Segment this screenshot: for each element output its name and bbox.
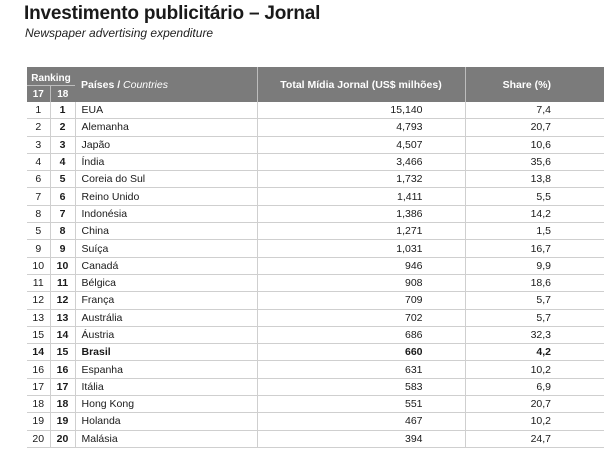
total-cell: 660	[257, 344, 465, 361]
country-cell: Brasil	[75, 344, 257, 361]
total-cell: 583	[257, 378, 465, 395]
total-cell: 4,507	[257, 136, 465, 153]
share-cell: 6,9	[465, 378, 604, 395]
table-row	[27, 413, 604, 430]
country-cell: Itália	[75, 378, 257, 395]
share-cell: 13,8	[465, 171, 604, 188]
total-cell: 631	[257, 361, 465, 378]
rank-2018-cell: 8	[50, 223, 75, 240]
country-cell: França	[75, 292, 257, 309]
page-subtitle: Newspaper advertising expenditure	[25, 26, 214, 40]
rank-2018-cell: 6	[50, 188, 75, 205]
rank-2018-cell: 2	[50, 119, 75, 136]
country-cell: Holanda	[75, 413, 257, 430]
rank-2018-cell: 18	[50, 396, 75, 413]
rank-2017-cell: 11	[27, 274, 50, 291]
rank-2018-cell: 11	[50, 274, 75, 291]
country-cell: Suíça	[75, 240, 257, 257]
rank-2017-cell: 8	[27, 205, 50, 222]
country-cell: Malásia	[75, 430, 257, 447]
share-cell: 20,7	[465, 396, 604, 413]
ranking-header: Ranking	[27, 67, 75, 86]
share-cell: 10,2	[465, 413, 604, 430]
share-cell: 32,3	[465, 326, 604, 343]
rank-2017-cell: 1	[27, 102, 50, 119]
rank-2017-cell: 2	[27, 119, 50, 136]
year-17-header: 17	[27, 86, 50, 103]
table-row	[27, 240, 604, 257]
rank-2017-cell: 7	[27, 188, 50, 205]
rank-2017-cell: 13	[27, 309, 50, 326]
country-cell: Coreia do Sul	[75, 171, 257, 188]
table-row	[27, 257, 604, 274]
share-header: Share (%)	[465, 67, 604, 102]
rank-2018-cell: 4	[50, 153, 75, 170]
table-row	[27, 430, 604, 447]
share-cell: 5,5	[465, 188, 604, 205]
table-row	[27, 223, 604, 240]
total-cell: 709	[257, 292, 465, 309]
share-cell: 24,7	[465, 430, 604, 447]
country-cell: Hong Kong	[75, 396, 257, 413]
rank-2018-cell: 16	[50, 361, 75, 378]
share-cell: 35,6	[465, 153, 604, 170]
table-row	[27, 136, 604, 153]
share-cell: 9,9	[465, 257, 604, 274]
share-cell: 16,7	[465, 240, 604, 257]
share-cell: 10,6	[465, 136, 604, 153]
country-cell: Alemanha	[75, 119, 257, 136]
table-row	[27, 171, 604, 188]
rank-2017-cell: 9	[27, 240, 50, 257]
rank-2018-cell: 20	[50, 430, 75, 447]
table-row	[27, 309, 604, 326]
country-cell: Bélgica	[75, 274, 257, 291]
total-header: Total Mídia Jornal (US$ milhões)	[257, 67, 465, 102]
table-row	[27, 102, 604, 119]
share-cell: 5,7	[465, 309, 604, 326]
total-cell: 702	[257, 309, 465, 326]
country-cell: Espanha	[75, 361, 257, 378]
rank-2017-cell: 16	[27, 361, 50, 378]
share-cell: 20,7	[465, 119, 604, 136]
table-row	[27, 361, 604, 378]
country-cell: Índia	[75, 153, 257, 170]
rank-2017-cell: 20	[27, 430, 50, 447]
total-cell: 551	[257, 396, 465, 413]
share-cell: 1,5	[465, 223, 604, 240]
country-cell: Indonésia	[75, 205, 257, 222]
share-cell: 5,7	[465, 292, 604, 309]
share-cell: 4,2	[465, 344, 604, 361]
rank-2018-cell: 17	[50, 378, 75, 395]
table-row	[27, 205, 604, 222]
country-cell: Canadá	[75, 257, 257, 274]
table-row	[27, 344, 604, 361]
rank-2017-cell: 3	[27, 136, 50, 153]
table-row	[27, 119, 604, 136]
total-cell: 4,793	[257, 119, 465, 136]
rank-2017-cell: 10	[27, 257, 50, 274]
country-cell: China	[75, 223, 257, 240]
share-cell: 14,2	[465, 205, 604, 222]
country-cell: EUA	[75, 102, 257, 119]
table-header	[27, 67, 604, 102]
rank-2018-cell: 19	[50, 413, 75, 430]
rank-2018-cell: 1	[50, 102, 75, 119]
country-header-pt: Países /	[81, 78, 124, 91]
rank-2018-cell: 14	[50, 326, 75, 343]
total-cell: 394	[257, 430, 465, 447]
share-cell: 18,6	[465, 274, 604, 291]
total-cell: 1,732	[257, 171, 465, 188]
table-row	[27, 378, 604, 395]
total-cell: 686	[257, 326, 465, 343]
rank-2018-cell: 7	[50, 205, 75, 222]
table-row	[27, 274, 604, 291]
table-row	[27, 188, 604, 205]
rank-2018-cell: 15	[50, 344, 75, 361]
country-cell: Austrália	[75, 309, 257, 326]
rank-2017-cell: 12	[27, 292, 50, 309]
rank-2017-cell: 14	[27, 344, 50, 361]
rank-2018-cell: 5	[50, 171, 75, 188]
table-row	[27, 326, 604, 343]
rank-2018-cell: 13	[50, 309, 75, 326]
share-cell: 10,2	[465, 361, 604, 378]
rank-2017-cell: 18	[27, 396, 50, 413]
total-cell: 946	[257, 257, 465, 274]
total-cell: 467	[257, 413, 465, 430]
rank-2017-cell: 5	[27, 223, 50, 240]
country-cell: Reino Unido	[75, 188, 257, 205]
table-row	[27, 292, 604, 309]
country-header-en: Countries	[123, 78, 168, 91]
total-cell: 15,140	[257, 102, 465, 119]
table-row	[27, 153, 604, 170]
rank-2018-cell: 10	[50, 257, 75, 274]
country-header	[75, 67, 257, 102]
rank-2017-cell: 4	[27, 153, 50, 170]
rank-2017-cell: 6	[27, 171, 50, 188]
rank-2018-cell: 3	[50, 136, 75, 153]
total-cell: 1,031	[257, 240, 465, 257]
table-body	[27, 102, 604, 447]
country-cell: Áustria	[75, 326, 257, 343]
table-row	[27, 396, 604, 413]
total-cell: 3,466	[257, 153, 465, 170]
total-cell: 908	[257, 274, 465, 291]
total-cell: 1,411	[257, 188, 465, 205]
share-cell: 7,4	[465, 102, 604, 119]
page-title: Investimento publicitário – Jornal	[24, 3, 321, 24]
year-18-header: 18	[50, 86, 75, 103]
total-cell: 1,386	[257, 205, 465, 222]
ranking-table	[27, 67, 604, 448]
rank-2017-cell: 15	[27, 326, 50, 343]
country-cell: Japão	[75, 136, 257, 153]
rank-2017-cell: 19	[27, 413, 50, 430]
total-cell: 1,271	[257, 223, 465, 240]
rank-2017-cell: 17	[27, 378, 50, 395]
rank-2018-cell: 9	[50, 240, 75, 257]
rank-2018-cell: 12	[50, 292, 75, 309]
